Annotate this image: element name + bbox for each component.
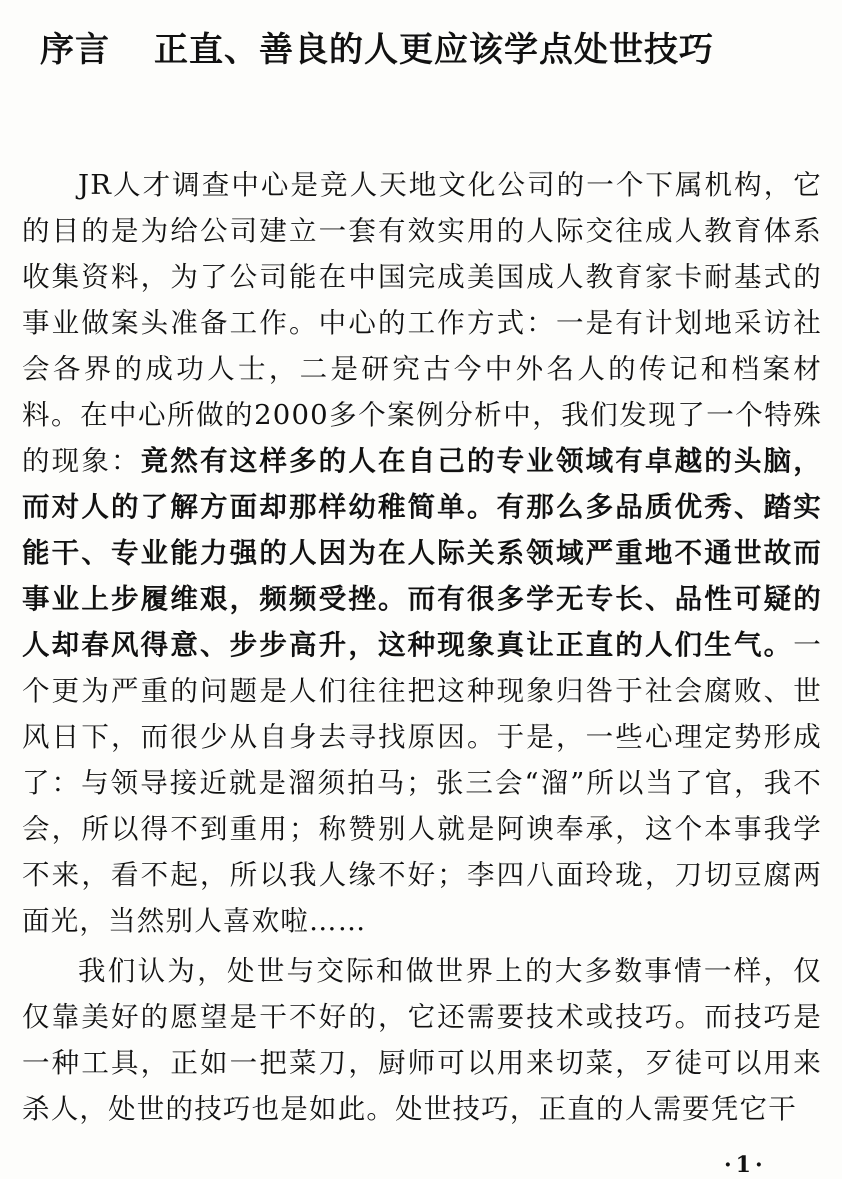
paragraph-1-emphasis: 竟然有这样多的人在自己的专业领域有卓越的头脑，而对人的了解方面却那样幼稚简单。有那么多品质优秀、踏实能干、专业能力强的人因为在人际关系领域严重地不通世故而事业上步履维艰，频频受挫。而有很多学无专长、品性可疑的人却春风得意、步步高升，这种现象真让正直的人们生气。 — [22, 445, 822, 661]
preface-title: 正直、善良的人更应该学点处世技巧 — [154, 30, 714, 70]
paragraph-1-intro: JR人才调查中心是竞人天地文化公司的一个下属机构，它的目的是为给公司建立一套有效实用的人际交往成人教育体系收集资料，为了公司能在中国完成美国成人教育家卡耐基式的事业做案头准备工作。中心的工作方式：一是有计划地采访社会各界的成功人士，二是研究古今中外名人的传记和档案材料。在中心所做的2000多个案例分析中，我们发现了一个特殊的现象： — [22, 169, 822, 477]
page-title — [40, 22, 820, 78]
paragraph-1 — [22, 162, 822, 944]
preface-label: 序言 — [40, 30, 110, 70]
paragraph-1-conclusion: 一个更为严重的问题是人们往往把这种现象归咎于社会腐败、世风日下，而很少从自身去寻找原因。于是，一些心理定势形成了：与领导接近就是溜须拍马；张三会“溜”所以当了官，我不会，所以得不到重用；称赞别人就是阿谀奉承，这个本事我学不来，看不起，所以我人缘不好；李四八面玲珑，刀切豆腐两面光，当然别人喜欢啦…… — [22, 629, 822, 937]
page-number: ·1· — [724, 1152, 767, 1178]
paragraph-2: 我们认为，处世与交际和做世界上的大多数事情一样，仅仅靠美好的愿望是干不好的，它还需要技术或技巧。而技巧是一种工具，正如一把菜刀，厨师可以用来切菜，歹徒可以用来杀人，处世的技巧也是如此。处世技巧，正直的人需要凭它干 — [22, 955, 822, 1125]
body-text — [22, 162, 822, 1132]
